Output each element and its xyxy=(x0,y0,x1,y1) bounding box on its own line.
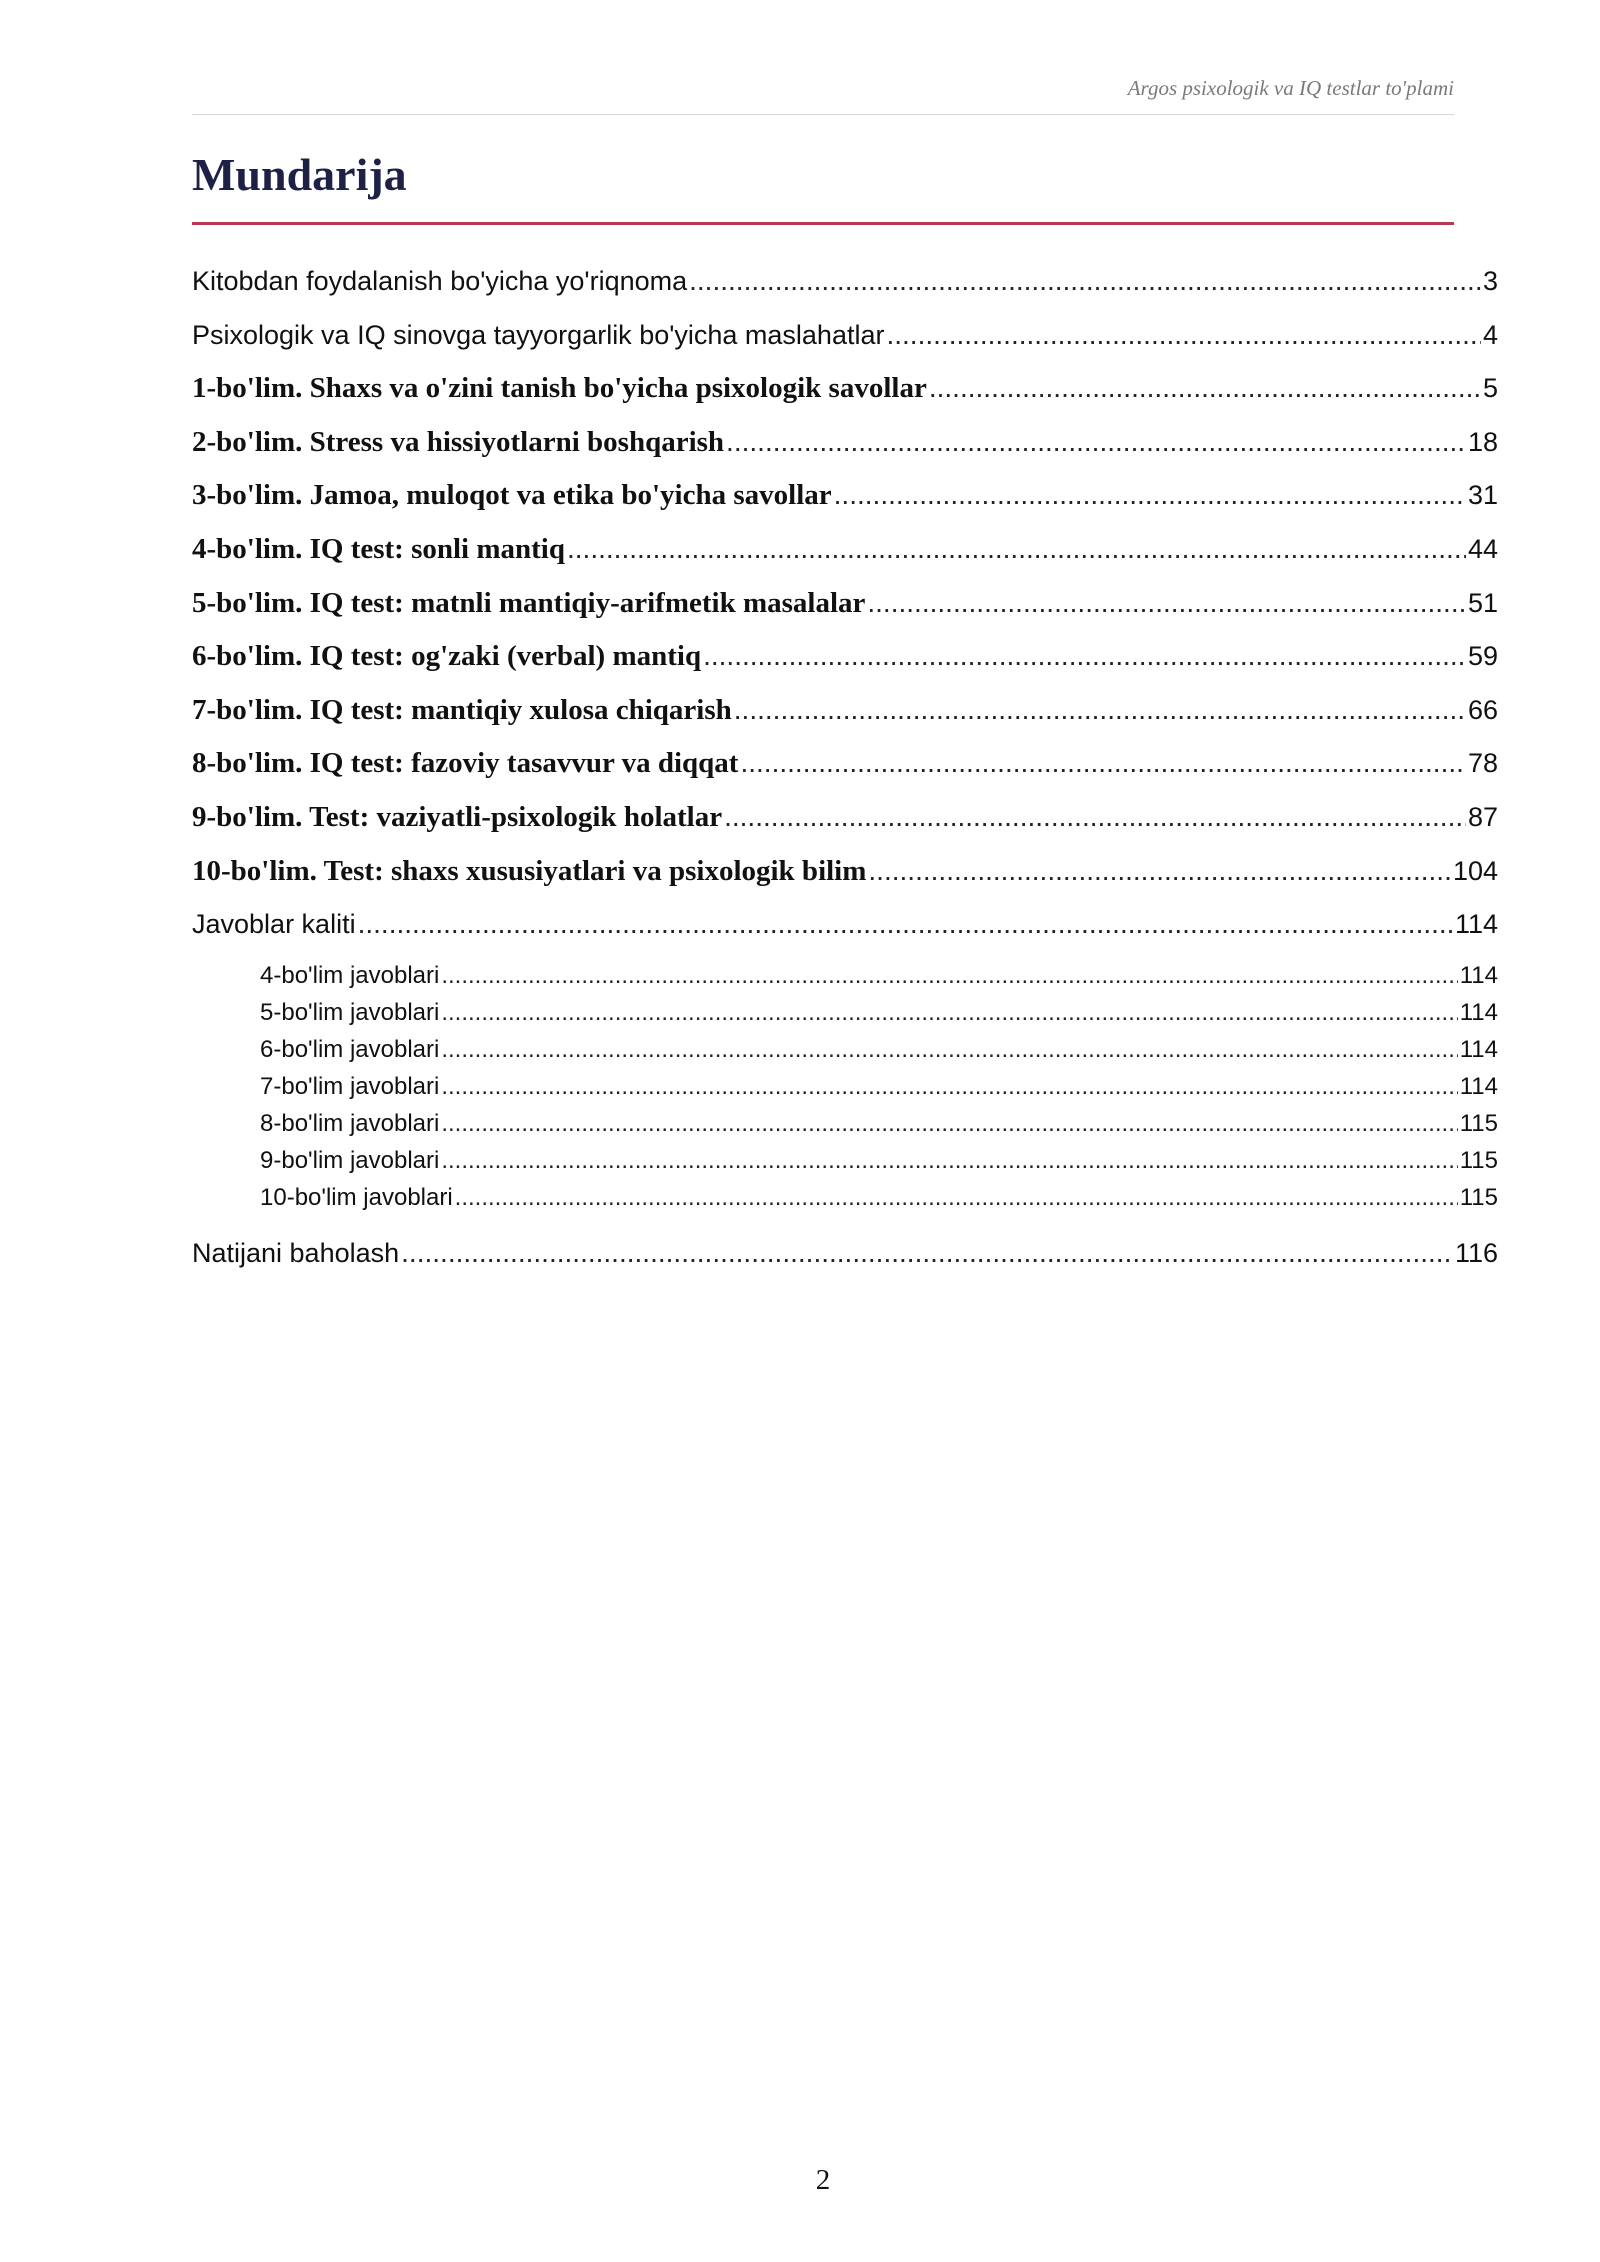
page-number: 2 xyxy=(815,2164,831,2196)
toc-entry-section-10[interactable] xyxy=(192,844,1498,898)
toc-page-number: 5 xyxy=(1482,373,1498,404)
toc-entry-title: 1-bo'lim. Shaxs va o'zini tanish bo'yicha psixologik savollar xyxy=(192,372,927,405)
toc-dot-leader xyxy=(401,1226,1453,1280)
toc-dot-leader xyxy=(441,1105,1457,1142)
toc-entry-section-7[interactable] xyxy=(192,683,1498,737)
toc-page-number: 114 xyxy=(1459,961,1498,989)
toc-page-number: 51 xyxy=(1467,587,1498,618)
toc-entry-title: 7-bo'lim javoblari xyxy=(260,1072,440,1100)
toc-page-number: 114 xyxy=(1454,909,1498,940)
toc-page-number: 44 xyxy=(1467,533,1498,564)
toc-entry-title: 9-bo'lim javoblari xyxy=(260,1146,440,1174)
toc-dot-leader xyxy=(724,790,1466,844)
toc-subentry-answers-9[interactable] xyxy=(192,1142,1498,1179)
toc-entry-section-4[interactable] xyxy=(192,522,1498,576)
toc-subentry-answers-8[interactable] xyxy=(192,1105,1498,1142)
toc-dot-leader xyxy=(689,254,1481,308)
toc-page-number: 4 xyxy=(1482,319,1498,350)
toc-subentry-answers-7[interactable] xyxy=(192,1068,1498,1105)
toc-dot-leader xyxy=(726,415,1466,469)
toc-dot-leader xyxy=(358,897,1453,951)
toc-dot-leader xyxy=(567,522,1466,576)
page-title: Mundarija xyxy=(192,149,407,200)
running-header: Argos psixologik va IQ testlar to'plami xyxy=(1127,76,1454,100)
toc-page-number: 66 xyxy=(1467,694,1498,725)
toc-entry-guide[interactable] xyxy=(192,254,1498,308)
toc-page-number: 31 xyxy=(1467,480,1498,511)
toc-page-number: 116 xyxy=(1454,1237,1498,1268)
toc-entry-section-6[interactable] xyxy=(192,629,1498,683)
toc-dot-leader xyxy=(740,736,1466,790)
toc-entry-title: 10-bo'lim. Test: shaxs xususiyatlari va psixologik bilim xyxy=(192,854,867,887)
toc-entry-title: Javoblar kaliti xyxy=(192,909,356,940)
toc-subentry-answers-6[interactable] xyxy=(192,1031,1498,1068)
toc-dot-leader xyxy=(868,844,1451,898)
toc-entry-title: 9-bo'lim. Test: vaziyatli-psixologik holatlar xyxy=(192,800,723,833)
toc-entry-title: 3-bo'lim. Jamoa, muloqot va etika bo'yicha savollar xyxy=(192,479,832,512)
toc-dot-leader xyxy=(441,957,1457,994)
toc-entry-answer-key[interactable] xyxy=(192,897,1498,951)
toc-entry-title: 6-bo'lim javoblari xyxy=(260,1035,440,1063)
toc-page-number: 115 xyxy=(1459,1109,1498,1137)
toc-subentry-answers-5[interactable] xyxy=(192,994,1498,1031)
toc-page-number: 3 xyxy=(1482,266,1498,296)
toc-dot-leader xyxy=(441,1068,1457,1105)
toc-subentry-answers-4[interactable] xyxy=(192,957,1498,994)
toc-entry-title: 8-bo'lim javoblari xyxy=(260,1109,440,1137)
title-underline xyxy=(192,222,1454,225)
toc-page-number: 115 xyxy=(1459,1183,1498,1211)
toc-entry-title: 4-bo'lim javoblari xyxy=(260,961,440,989)
toc-entry-title: Natijani baholash xyxy=(192,1237,400,1268)
toc-dot-leader xyxy=(929,361,1481,415)
toc-entry-title: 2-bo'lim. Stress va hissiyotlarni boshqarish xyxy=(192,425,725,458)
toc-dot-leader xyxy=(441,1142,1457,1179)
toc-page-number: 115 xyxy=(1459,1146,1498,1174)
toc-entry-scoring[interactable] xyxy=(192,1226,1498,1280)
toc-dot-leader xyxy=(703,629,1466,683)
toc-dot-leader xyxy=(734,683,1466,737)
toc-entry-section-1[interactable] xyxy=(192,361,1498,415)
toc-page-number: 114 xyxy=(1459,1072,1498,1100)
toc-page-number: 78 xyxy=(1467,748,1498,779)
toc-entry-preparation-tips[interactable] xyxy=(192,308,1498,362)
header-divider xyxy=(192,114,1454,115)
toc-entry-section-5[interactable] xyxy=(192,576,1498,630)
toc-dot-leader xyxy=(441,1031,1457,1068)
toc-subentry-answers-10[interactable] xyxy=(192,1179,1498,1216)
toc-entry-title: 5-bo'lim javoblari xyxy=(260,998,440,1026)
toc-page-number: 114 xyxy=(1459,1035,1498,1063)
toc-page-number: 114 xyxy=(1459,998,1498,1026)
toc-dot-leader xyxy=(867,576,1466,630)
toc-entry-title: 4-bo'lim. IQ test: sonli mantiq xyxy=(192,532,565,565)
toc-dot-leader xyxy=(455,1179,1458,1216)
toc-page-number: 104 xyxy=(1452,855,1498,886)
toc-entry-title: 8-bo'lim. IQ test: fazoviy tasavvur va diqqat xyxy=(192,747,739,780)
toc-entry-section-2[interactable] xyxy=(192,415,1498,469)
toc-dot-leader xyxy=(886,308,1481,362)
toc-entry-title: 6-bo'lim. IQ test: og'zaki (verbal) mantiq xyxy=(192,640,702,673)
toc-entry-section-9[interactable] xyxy=(192,790,1498,844)
toc-entry-title: Psixologik va IQ sinovga tayyorgarlik bo'yicha maslahatlar xyxy=(192,319,885,350)
toc-page-number: 18 xyxy=(1467,426,1498,457)
toc-entry-title: 10-bo'lim javoblari xyxy=(260,1183,453,1211)
toc-dot-leader xyxy=(441,994,1457,1031)
toc-entry-title: 7-bo'lim. IQ test: mantiqiy xulosa chiqarish xyxy=(192,693,732,726)
toc-entry-title: 5-bo'lim. IQ test: matnli mantiqiy-arifmetik masalalar xyxy=(192,586,866,619)
toc-entry-title: Kitobdan foydalanish bo'yicha yo'riqnoma xyxy=(192,266,688,296)
toc-page-number: 59 xyxy=(1467,641,1498,672)
table-of-contents xyxy=(192,254,1498,1279)
toc-entry-section-3[interactable] xyxy=(192,468,1498,522)
toc-dot-leader xyxy=(834,468,1466,522)
toc-entry-section-8[interactable] xyxy=(192,736,1498,790)
toc-page-number: 87 xyxy=(1467,801,1498,832)
